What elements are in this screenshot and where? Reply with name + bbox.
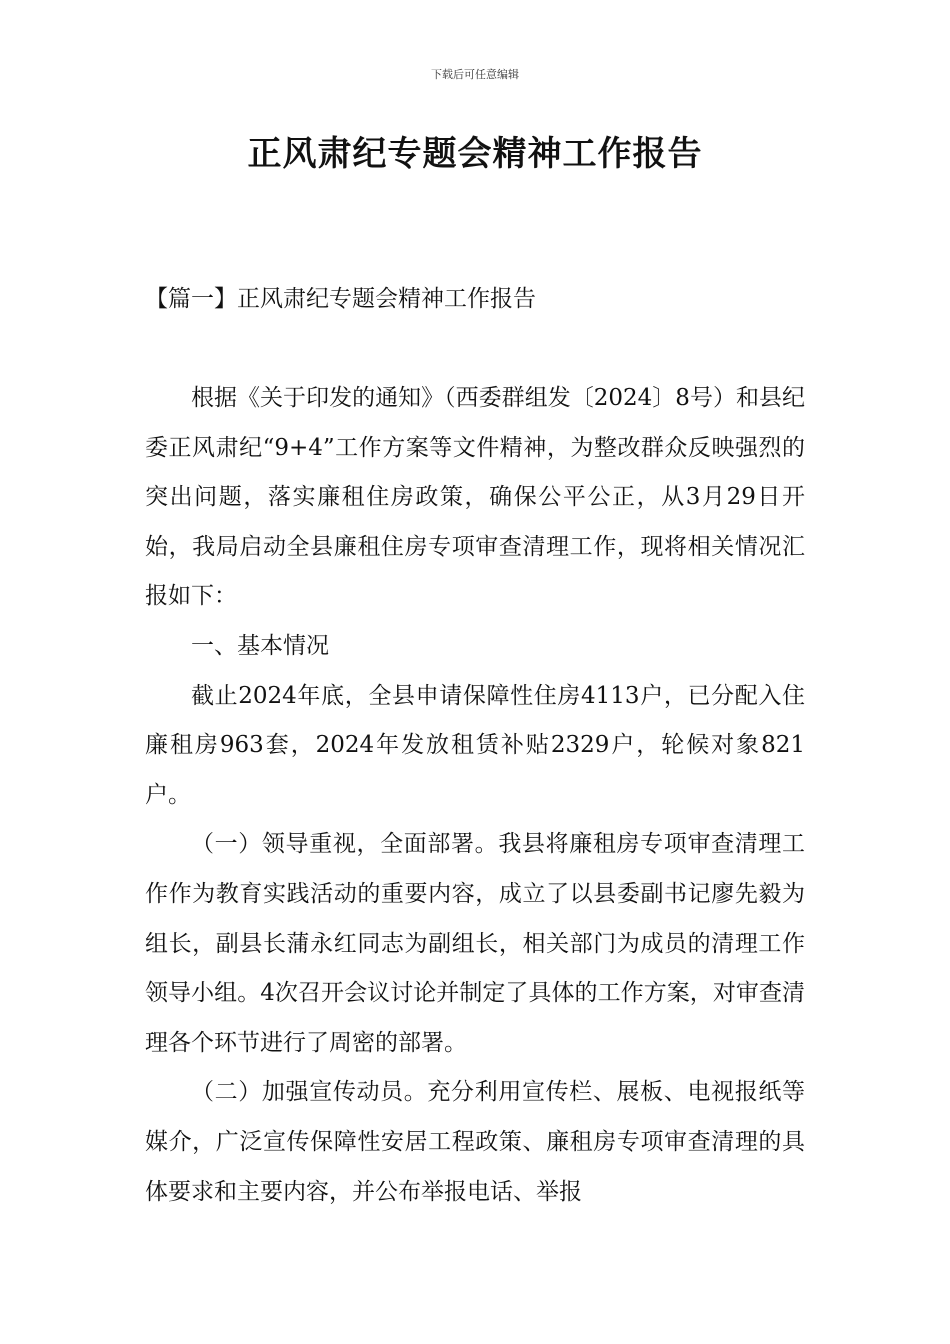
paragraph-publicity: （二）加强宣传动员。充分利用宣传栏、展板、电视报纸等媒介，广泛宣传保障性安居工程政策、廉租房专项审查清理的具体要求和主要内容，并公布举报电话、举报 — [145, 1079, 805, 1205]
document-title: 正风肃纪专题会精神工作报告 — [247, 134, 703, 174]
section-heading: 【篇一】正风肃纪专题会精神工作报告 — [145, 286, 536, 312]
header-note: 下载后可任意编辑 — [431, 68, 519, 81]
paragraph-intro: 根据《关于印发的通知》（西委群组发〔2024〕8号）和县纪委正风肃纪“9+4”工作方案等文件精神，为整改群众反映强烈的突出问题，落实廉租住房政策，确保公平公正，从3月29日开始，我局启动全县廉租住房专项审查清理工作，现将相关情况汇报如下： — [145, 385, 805, 610]
paragraph-leadership: （一）领导重视，全面部署。我县将廉租房专项审查清理工作作为教育实践活动的重要内容，成立了以县委副书记廖先毅为组长，副县长蒲永红同志为副组长，相关部门为成员的清理工作领导小组。4次召开会议讨论并制定了具体的工作方案，对审查清理各个环节进行了周密的部署。 — [145, 831, 805, 1056]
document-body — [145, 374, 805, 1217]
paragraph-subheading-basic-situation: 一、基本情况 — [191, 632, 329, 659]
paragraph-statistics: 截止2024年底，全县申请保障性住房4113户，已分配入住廉租房963套，2024年发放租赁补贴2329户，轮候对象821户。 — [145, 682, 805, 808]
